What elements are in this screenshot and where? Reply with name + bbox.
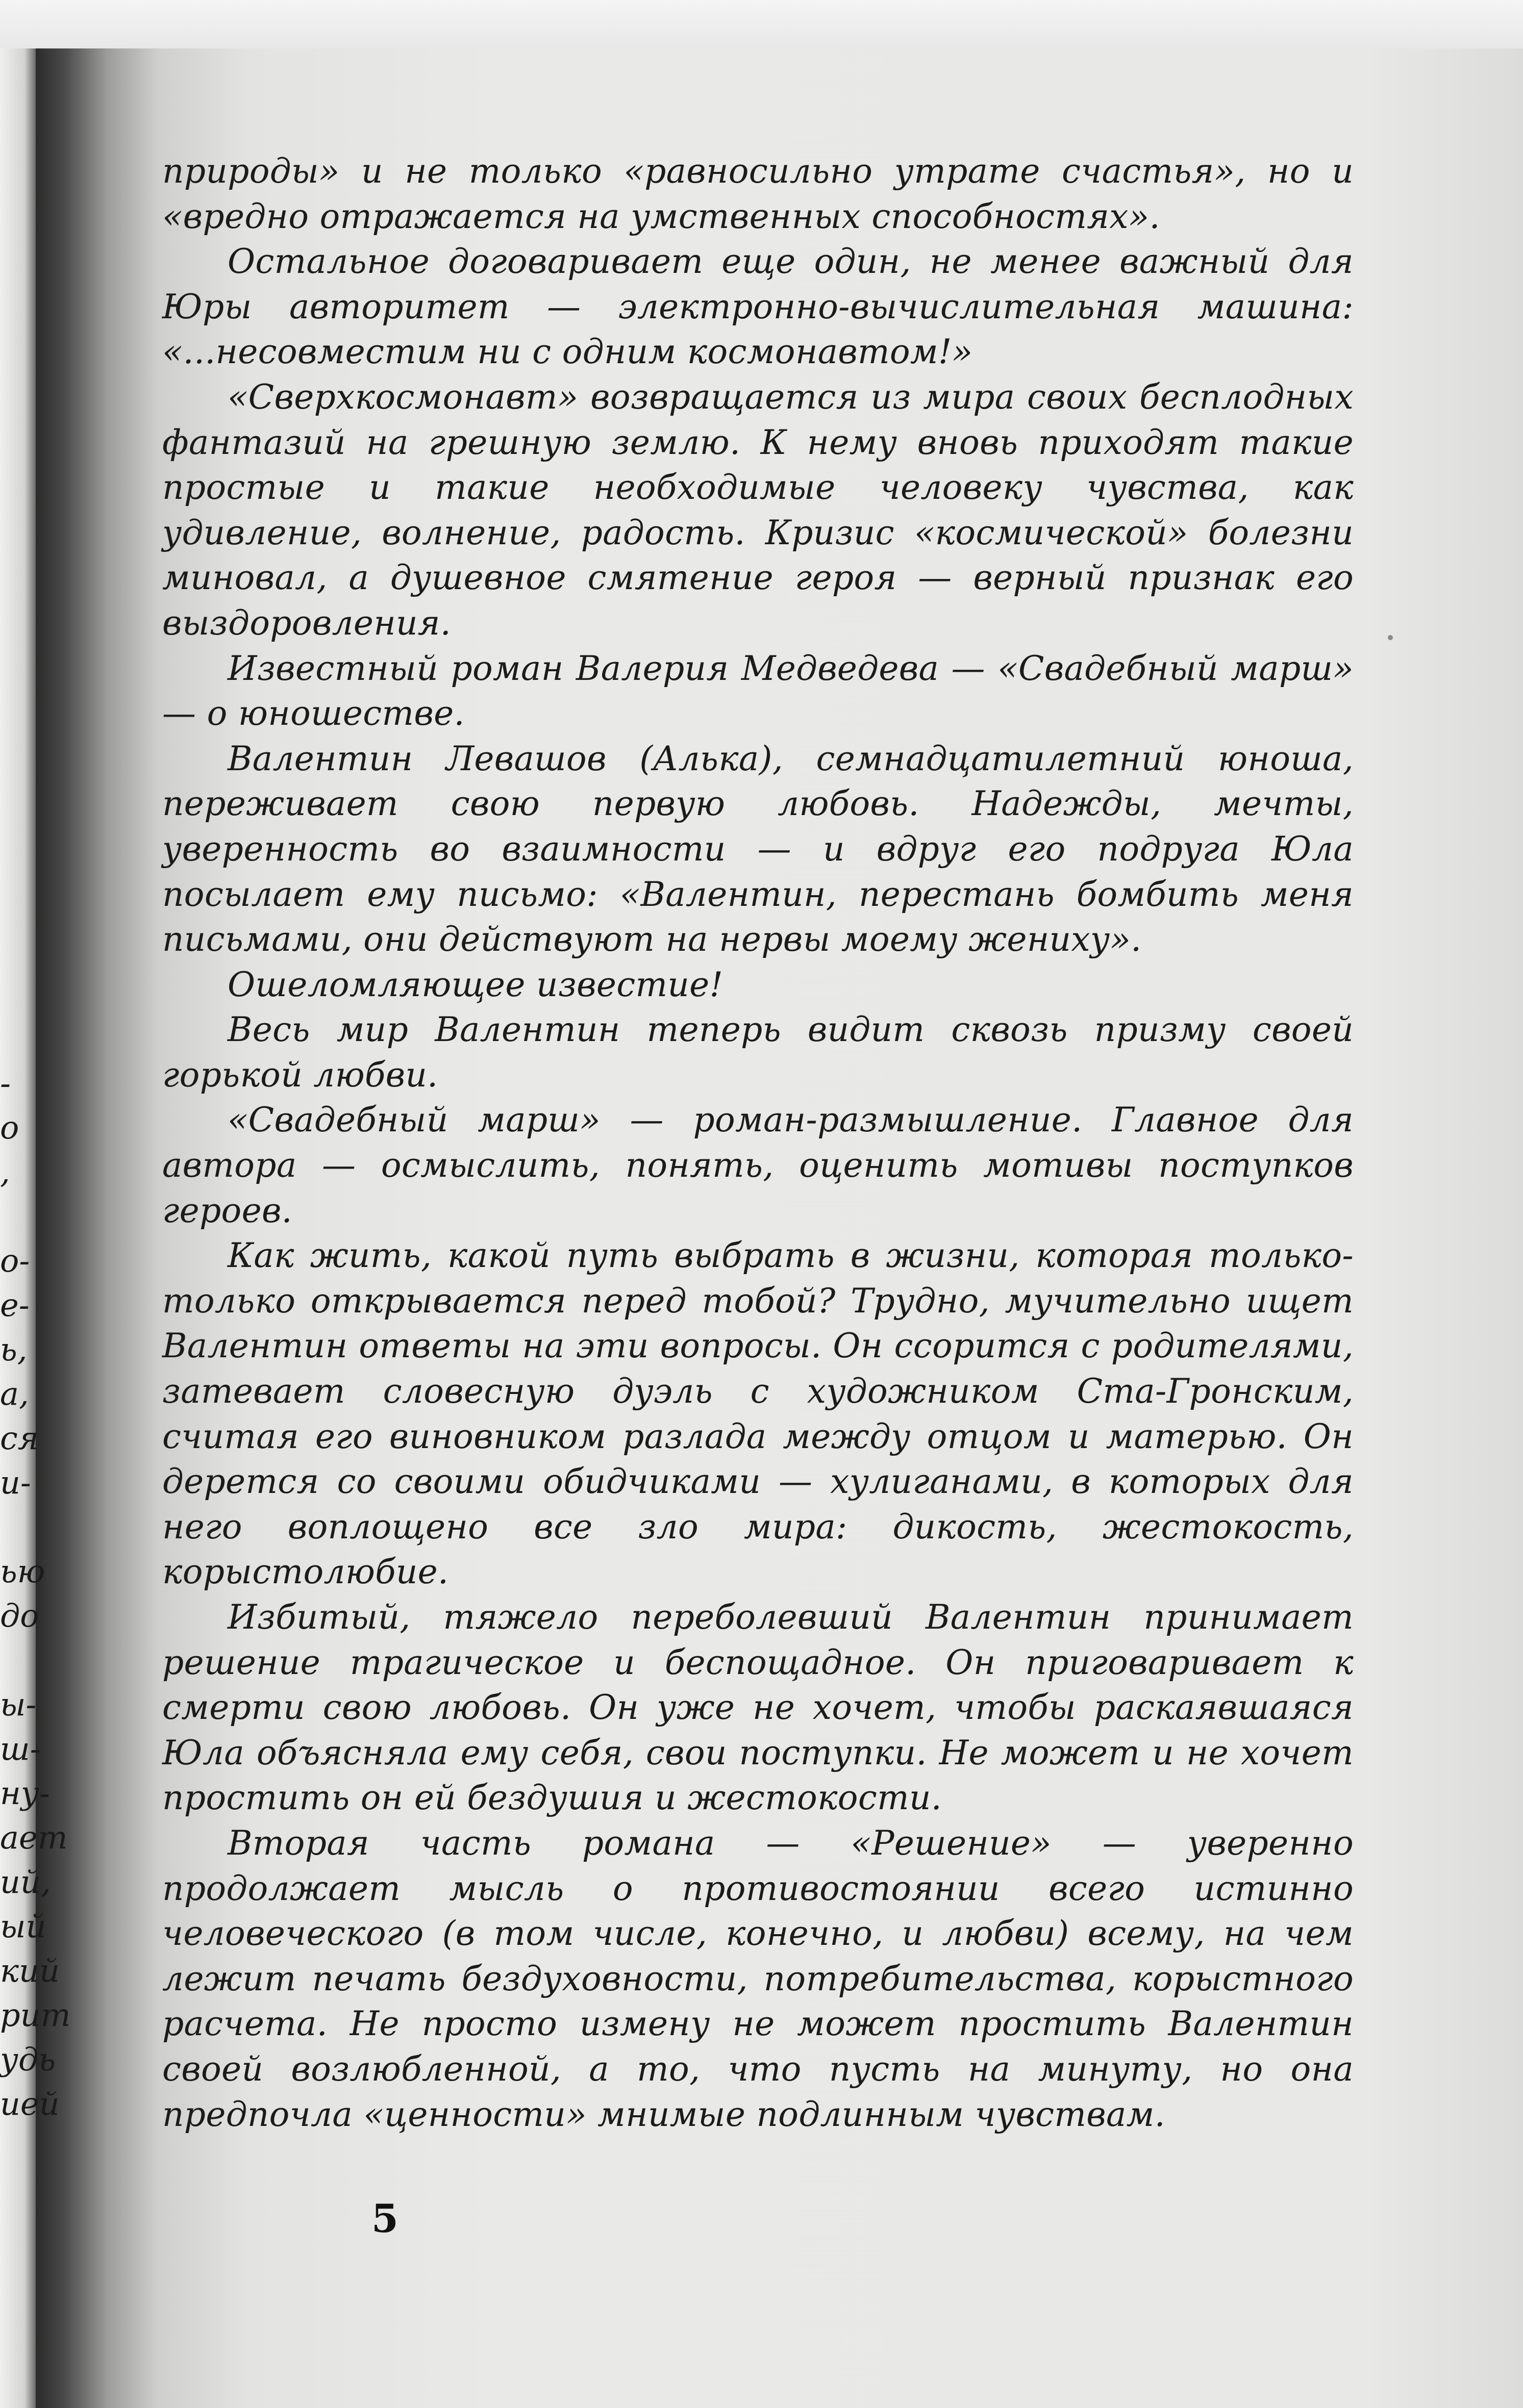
fragment-line: - xyxy=(0,1064,11,1102)
fragment-line: и- xyxy=(0,1464,31,1501)
paragraph: Остальное договаривает еще один, не менее важный для Юры авторитет — электронно-вычислительная машина: «...несовместим ни с одним космонавтом!» xyxy=(162,242,1354,372)
paragraph: «Свадебный марш» — роман-размышление. Главное для автора — осмыслить, понять, оценить мотивы поступков героев. xyxy=(162,1100,1354,1230)
fragment-line: ает xyxy=(0,1819,68,1856)
fragment-line: кий xyxy=(0,1952,60,1989)
fragment-line: рит xyxy=(0,1996,71,2034)
paragraph: Известный роман Валерия Медведева — «Свадебный марш» — о юношестве. xyxy=(162,648,1354,733)
paragraph: природы» и не только «равносильно утрате счастья», но и «вредно отражается на умственных способностях». xyxy=(162,151,1354,236)
page-number: 5 xyxy=(371,2196,398,2241)
scanner-background-top xyxy=(0,0,1523,56)
fragment-line: до xyxy=(0,1597,39,1634)
paragraph: Весь мир Валентин теперь видит сквозь призму своей горькой любви. xyxy=(162,1010,1354,1095)
fragment-line: ией xyxy=(0,2085,60,2122)
fragment-line: ый xyxy=(0,1908,46,1945)
fragment-line: ш- xyxy=(0,1730,41,1767)
paragraph: Избитый, тяжело переболевший Валентин принимает решение трагическое и беспощадное. Он приговаривает к смерти свою любовь. Он уже не хочет, чтобы раскаявшаяся Юла объясняла ему себя, свои поступки. Не может и не хочет простить он ей бездушия и жестокости. xyxy=(162,1598,1354,1818)
fragment-line: удь xyxy=(0,2041,56,2078)
paragraph: Валентин Левашов (Алька), семнадцатилетний юноша, переживает свою первую любовь. Надежды, мечты, уверенность во взаимности — и вдруг его подруга Юла посылает ему письмо: «Валентин, перестань бомбить меня письмами, они действуют на нервы моему жениху». xyxy=(162,739,1354,959)
fragment-line xyxy=(0,1505,97,1549)
previous-page-text-fragments xyxy=(0,1061,97,2126)
fragment-line: ь, xyxy=(0,1331,28,1368)
page-body-text xyxy=(162,149,1354,2137)
fragment-line: о xyxy=(0,1109,19,1146)
fragment-line: , xyxy=(0,1153,10,1190)
fragment-line xyxy=(0,1194,97,1238)
paragraph: «Сверхкосмонавт» возвращается из мира своих бесплодных фантазий на грешную землю. К нему вновь приходят такие простые и такие необходимые человеку чувства, как удивление, волнение, радость. Кризис «космической» болезни миновал, а душевное смятение героя — верный признак его выздоровления. xyxy=(162,377,1354,643)
paragraph: Вторая часть романа — «Решение» — уверенно продолжает мысль о противостоянии всего истинно человеческого (в том числе, конечно, и любви) всему, на чем лежит печать бездуховности, потребительства, корыстного расчета. Не просто измену не может простить Валентин своей возлюбленной, а то, что пусть на минуту, но она предпочла «ценности» мнимые подлинным чувствам. xyxy=(162,1823,1354,2134)
paragraph: Как жить, какой путь выбрать в жизни, которая только-только открывается перед тобой? Трудно, мучительно ищет Валентин ответы на эти вопросы. Он ссорится с родителями, затевает словесную дуэль с художником Ста-Гронским, считая его виновником разлада между отцом и матерью. Он дерется со своими обидчиками — хулиганами, в которых для него воплощено все зло мира: дикость, жестокость, корыстолюбие. xyxy=(162,1236,1354,1592)
fragment-line: о- xyxy=(0,1242,30,1279)
fragment-line: ся xyxy=(0,1420,39,1457)
fragment-line: ну- xyxy=(0,1775,50,1812)
fragment-line: ий, xyxy=(0,1863,51,1900)
fragment-line: ью xyxy=(0,1553,45,1590)
fragment-line: а, xyxy=(0,1375,29,1412)
scan-dust-speck xyxy=(1388,635,1393,640)
paragraph: Ошеломляющее известие! xyxy=(228,965,723,1004)
fragment-line: е- xyxy=(0,1286,30,1324)
fragment-line: ы- xyxy=(0,1686,37,1723)
fragment-line xyxy=(0,1638,97,1682)
